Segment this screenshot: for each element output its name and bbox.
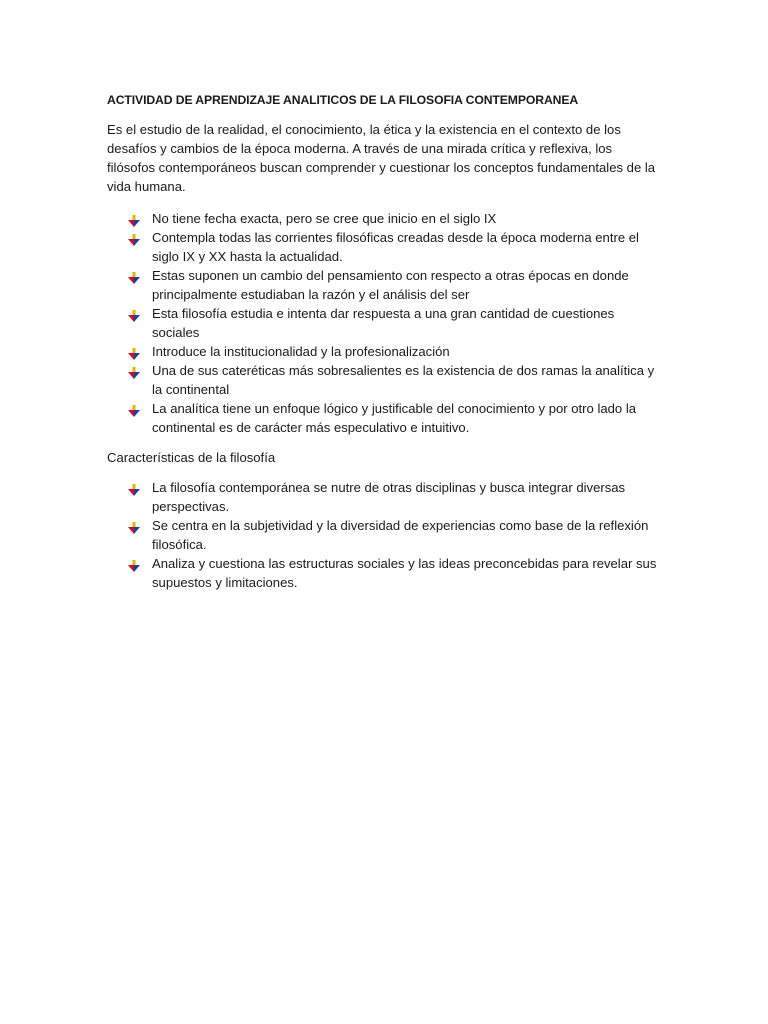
arrow-down-bullet-icon <box>128 482 140 494</box>
list-item-text: Introduce la institucionalidad y la profesionalización <box>152 344 450 359</box>
bullet-list-general <box>107 209 663 437</box>
list-item <box>107 342 663 361</box>
arrow-down-bullet-icon <box>128 308 140 320</box>
document-page <box>107 91 663 603</box>
list-item <box>107 516 663 554</box>
list-item-text: Esta filosofía estudia e intenta dar respuesta a una gran cantidad de cuestiones sociales <box>152 306 615 340</box>
list-item-text: La analítica tiene un enfoque lógico y justificable del conocimiento y por otro lado la continental es de carácter más especulativo e intuitivo. <box>152 401 637 435</box>
arrow-down-bullet-icon <box>128 213 140 225</box>
document-title: ACTIVIDAD DE APRENDIZAJE ANALITICOS DE LA FILOSOFIA CONTEMPORANEA <box>107 93 579 107</box>
arrow-down-bullet-icon <box>128 346 140 358</box>
list-item <box>107 554 663 592</box>
list-item-text: Contempla todas las corrientes filosóficas creadas desde la época moderna entre el siglo IX y XX hasta la actualidad. <box>152 230 639 264</box>
list-item-text: Estas suponen un cambio del pensamiento con respecto a otras épocas en donde principalmente estudiaban la razón y el análisis del ser <box>152 268 629 302</box>
intro-paragraph: Es el estudio de la realidad, el conocimiento, la ética y la existencia en el contexto de los desafíos y cambios de la época moderna. A través de una mirada crítica y reflexiva, los filósofos contemporáneos buscan comprender y cuestionar los conceptos fundamentales de la vida humana. <box>107 122 656 194</box>
list-item-text: Analiza y cuestiona las estructuras sociales y las ideas preconcebidas para revelar sus supuestos y limitaciones. <box>152 556 657 590</box>
bullet-list-characteristics <box>107 478 663 592</box>
list-item <box>107 361 663 399</box>
list-item-text: La filosofía contemporánea se nutre de otras disciplinas y busca integrar diversas perspectivas. <box>152 480 626 514</box>
list-item <box>107 266 663 304</box>
list-item-text: No tiene fecha exacta, pero se cree que inicio en el siglo IX <box>152 211 497 226</box>
arrow-down-bullet-icon <box>128 558 140 570</box>
arrow-down-bullet-icon <box>128 520 140 532</box>
section-heading: Características de la filosofía <box>107 450 276 465</box>
list-item <box>107 399 663 437</box>
list-item <box>107 304 663 342</box>
list-item-text: Una de sus cateréticas más sobresalientes es la existencia de dos ramas la analítica y la continental <box>152 363 655 397</box>
list-item <box>107 228 663 266</box>
arrow-down-bullet-icon <box>128 365 140 377</box>
list-item-text: Se centra en la subjetividad y la diversidad de experiencias como base de la reflexión filosófica. <box>152 518 649 552</box>
list-item <box>107 209 663 228</box>
arrow-down-bullet-icon <box>128 403 140 415</box>
arrow-down-bullet-icon <box>128 232 140 244</box>
list-item <box>107 478 663 516</box>
arrow-down-bullet-icon <box>128 270 140 282</box>
